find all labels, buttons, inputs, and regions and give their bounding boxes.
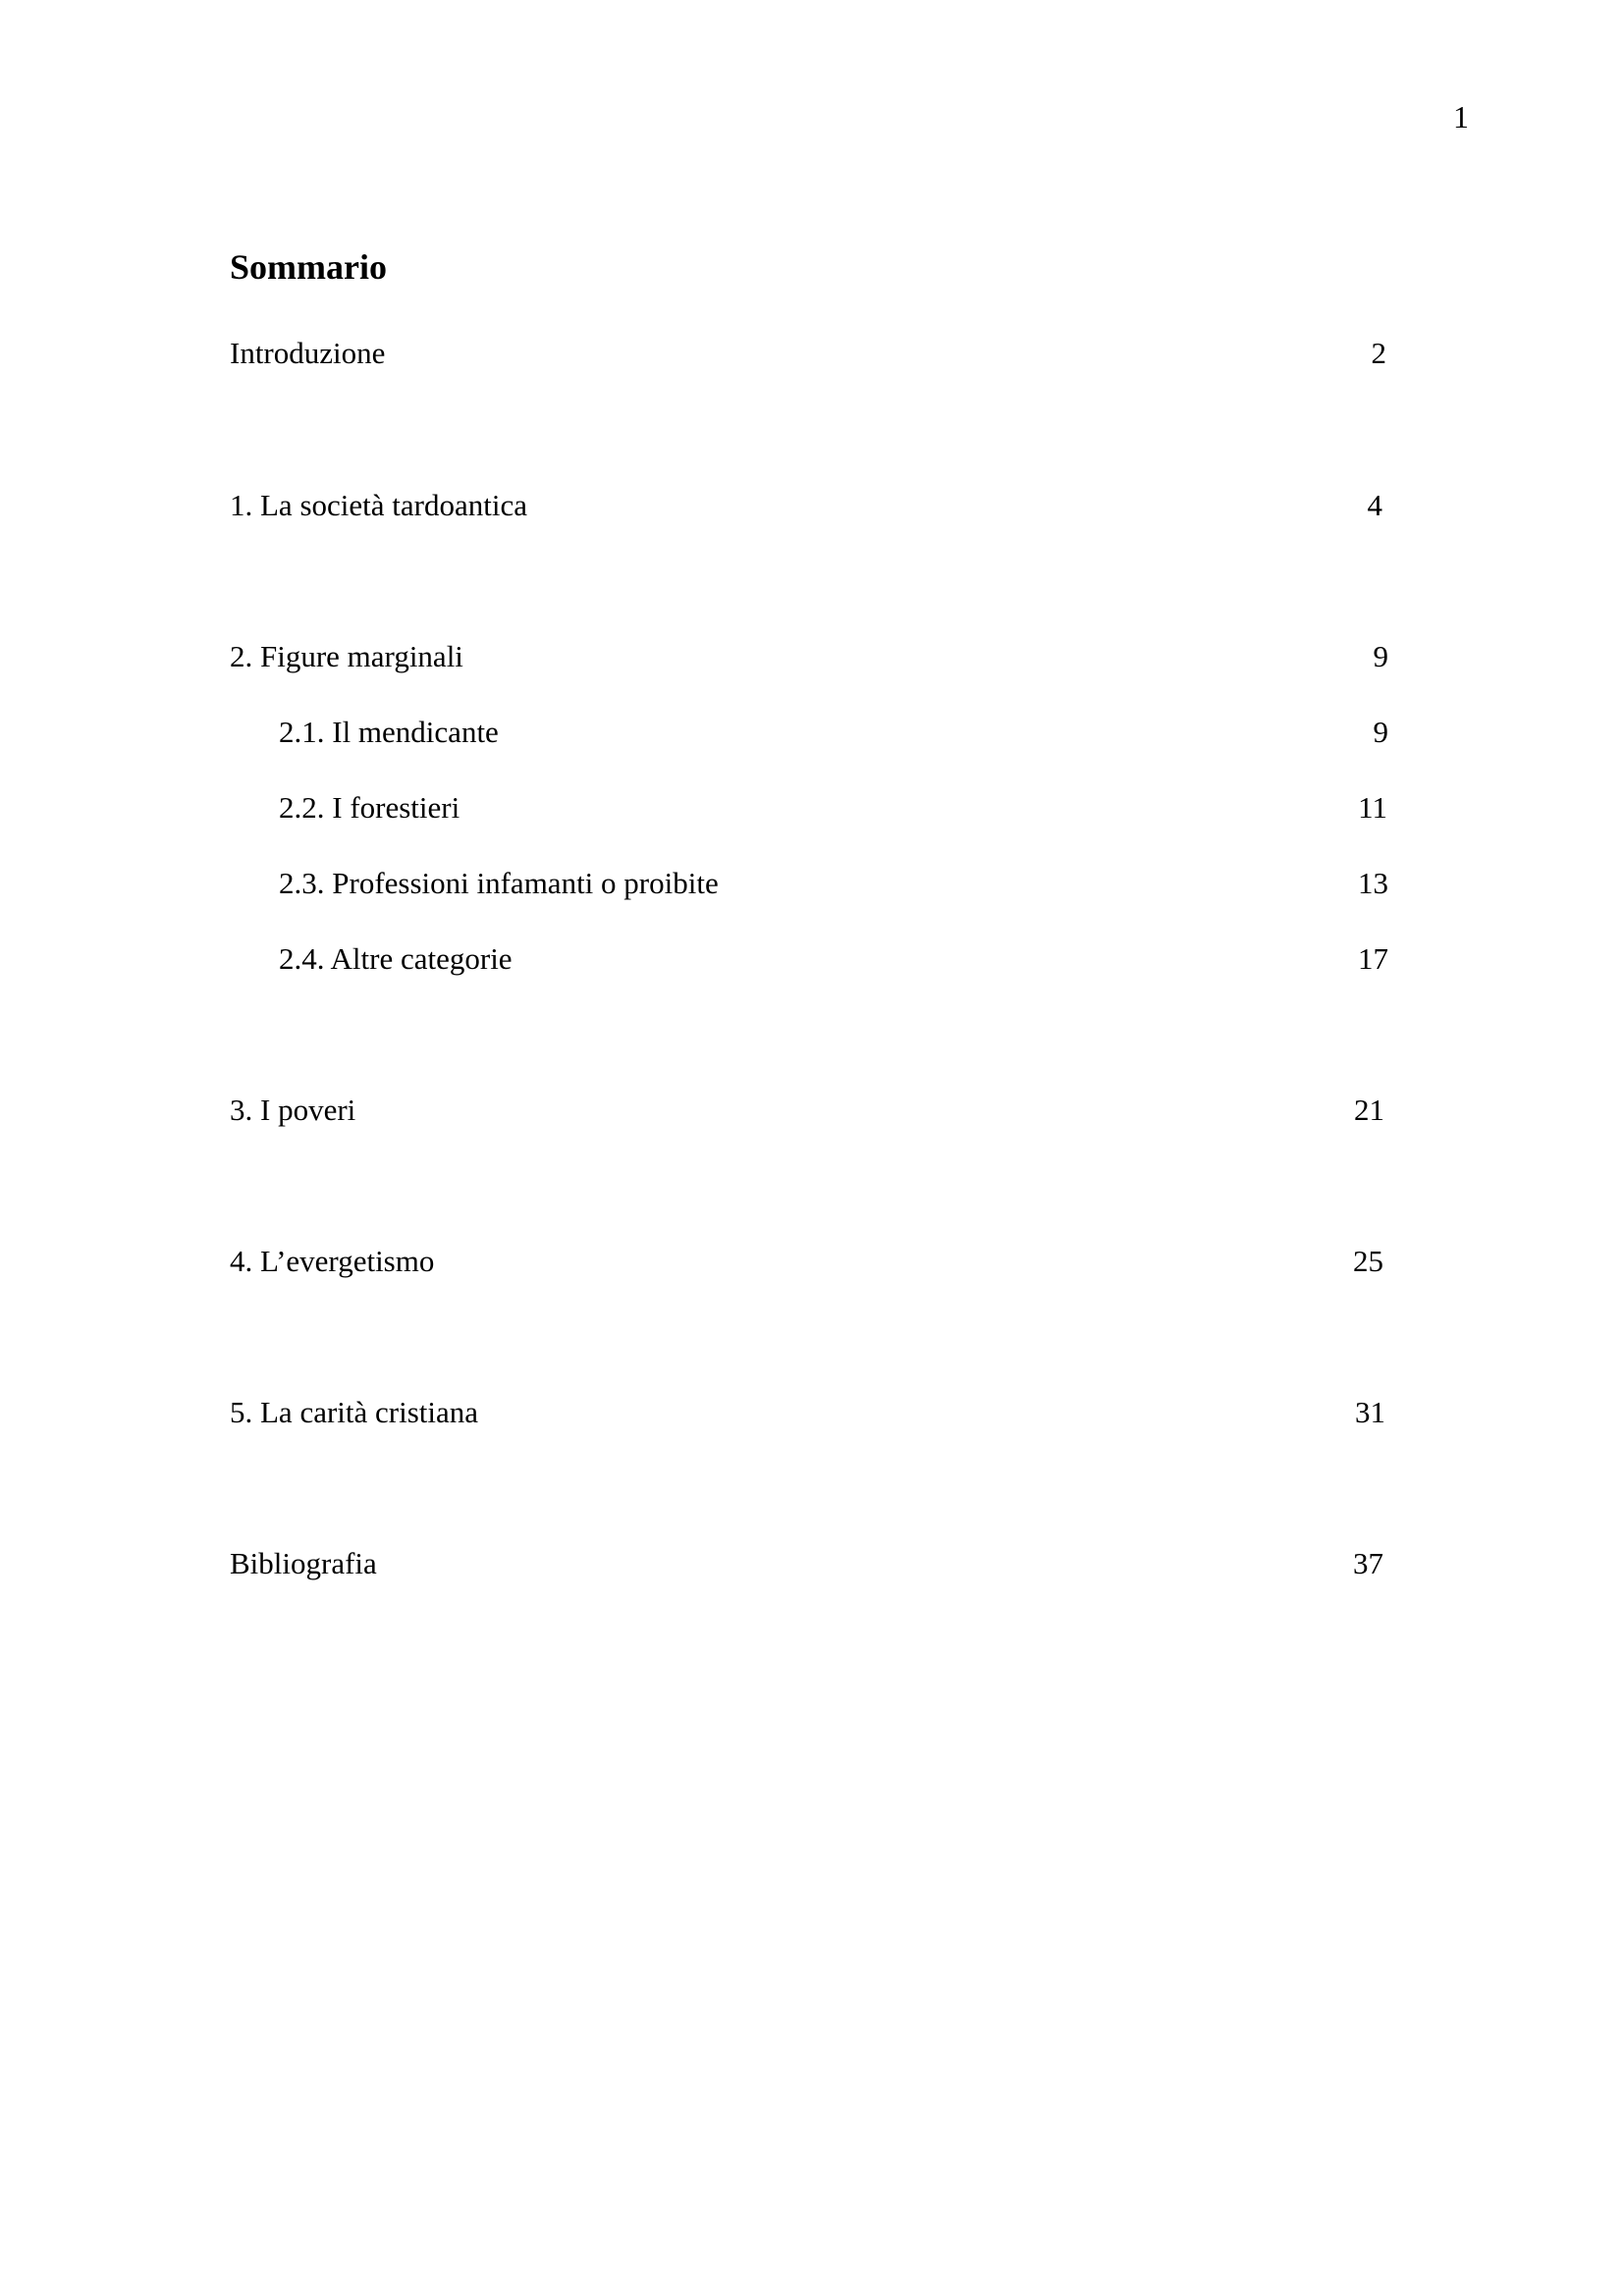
toc-entry-section-2-1 (0, 710, 1623, 755)
toc-title: Sommario (230, 247, 387, 287)
toc-entry-chapter-4 (0, 1239, 1623, 1284)
page-number: 1 (1453, 99, 1469, 134)
toc-entry-chapter-3 (0, 1088, 1623, 1133)
toc-entry-page: 9 (1373, 715, 1388, 749)
toc-entry-page: 2 (1371, 336, 1386, 370)
toc-entry-page: 21 (1354, 1093, 1384, 1127)
toc-entry-label: 2.4. Altre categorie (279, 941, 513, 976)
toc-entry-label: 2. Figure marginali (230, 639, 463, 673)
toc-entry-chapter-1 (0, 483, 1623, 528)
toc-entry-section-2-3 (0, 861, 1623, 906)
toc-entry-label: 2.3. Professioni infamanti o proibite (279, 866, 719, 900)
toc-entry-label: 1. La società tardoantica (230, 488, 527, 522)
toc-entry-page: 25 (1353, 1244, 1383, 1278)
toc-entry-bibliografia (0, 1541, 1623, 1586)
toc-entry-page: 13 (1358, 866, 1388, 900)
toc-entry-label: 2.1. Il mendicante (279, 715, 499, 749)
toc-entry-section-2-4 (0, 936, 1623, 982)
toc-entry-label: 5. La carità cristiana (230, 1395, 479, 1429)
toc-entry-page: 31 (1355, 1395, 1385, 1429)
toc-entry-label: Introduzione (230, 336, 386, 370)
toc-entry-label: 4. L’evergetismo (230, 1244, 435, 1278)
toc-entry-page: 9 (1373, 639, 1388, 673)
toc-entry-page: 17 (1358, 941, 1388, 976)
toc-entry-page: 4 (1367, 488, 1382, 522)
toc-entry-chapter-5 (0, 1390, 1623, 1435)
toc-entry-label: 3. I poveri (230, 1093, 356, 1127)
toc-entry-label: 2.2. I forestieri (279, 790, 460, 825)
toc-entry-page: 37 (1353, 1546, 1383, 1580)
toc-entry-label: Bibliografia (230, 1546, 377, 1580)
toc-entry-section-2-2 (0, 785, 1623, 830)
toc-entry-page: 11 (1358, 790, 1387, 825)
toc-entry-chapter-2 (0, 634, 1623, 679)
toc-entry-introduzione (0, 331, 1623, 376)
